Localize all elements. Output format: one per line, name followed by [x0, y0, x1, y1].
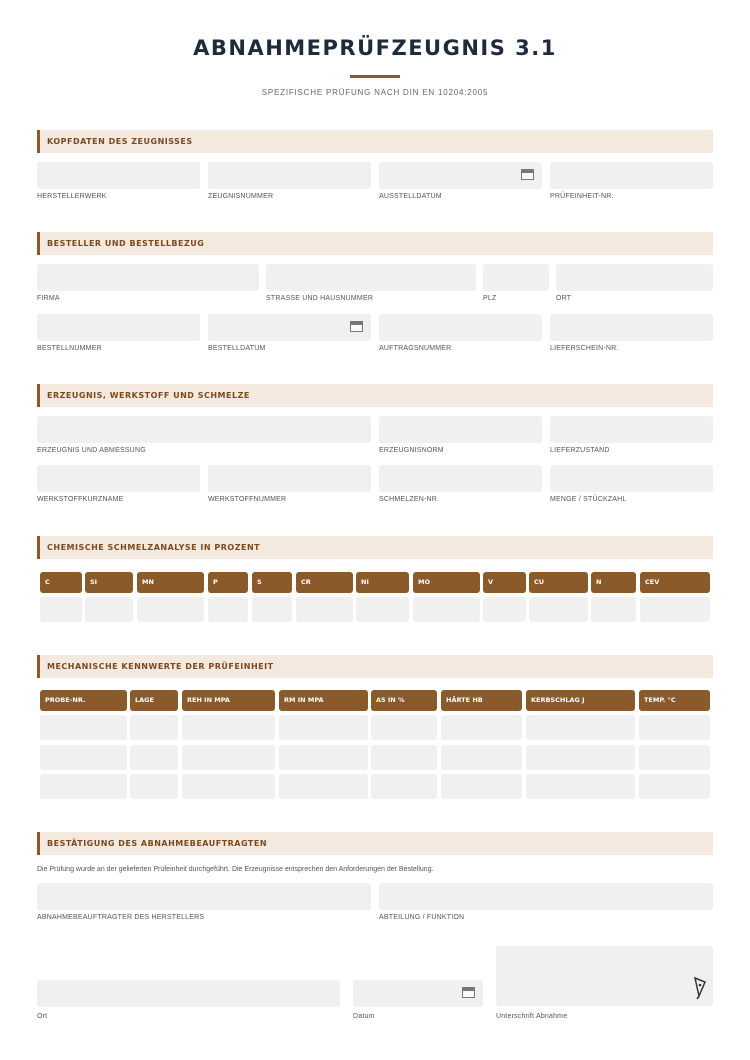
section-header-kopfdaten: [37, 130, 713, 153]
erzeugnisnorm-field[interactable]: [379, 416, 542, 443]
field-label: SCHMELZEN-NR.: [379, 496, 440, 503]
menge-field[interactable]: [550, 465, 713, 492]
ort-field[interactable]: [556, 264, 713, 291]
table-cell[interactable]: [279, 745, 368, 770]
lieferschein-field[interactable]: [550, 314, 713, 341]
table-cell[interactable]: [441, 745, 522, 770]
firma-field[interactable]: [37, 264, 259, 291]
table-header-cell: RM IN MPA: [279, 690, 368, 711]
field-label: ERZEUGNIS UND ABMESSUNG: [37, 447, 146, 454]
table-header-cell: S: [252, 572, 292, 593]
lieferzustand-field[interactable]: [550, 416, 713, 443]
field-label: PLZ: [483, 295, 497, 302]
table-header-cell: V: [483, 572, 526, 593]
table-header-cell: C: [40, 572, 82, 593]
table-header-cell: SI: [85, 572, 133, 593]
bestelldatum-field[interactable]: [208, 314, 371, 341]
ausstelldatum-field[interactable]: [379, 162, 542, 189]
section-title: CHEMISCHE SCHMELZANALYSE IN PROZENT: [47, 543, 261, 552]
herstellerwerk-field[interactable]: [37, 162, 200, 189]
table-header-cell: P: [208, 572, 248, 593]
table-cell[interactable]: [441, 774, 522, 799]
field-label: LIEFERZUSTAND: [550, 447, 610, 454]
datum-sign-field[interactable]: [353, 980, 483, 1007]
field-label: ERZEUGNISNORM: [379, 447, 444, 454]
page-title: ABNAHMEPRÜFZEUGNIS 3.1: [193, 36, 557, 60]
table-cell[interactable]: [371, 774, 437, 799]
section-title: ERZEUGNIS, WERKSTOFF UND SCHMELZE: [47, 391, 250, 400]
field-label: AUSSTELLDATUM: [379, 193, 442, 200]
field-label: Unterschrift Abnahme: [496, 1013, 568, 1020]
table-cell[interactable]: [40, 745, 127, 770]
table-cell[interactable]: [639, 745, 710, 770]
table-cell[interactable]: [441, 715, 522, 740]
plz-field[interactable]: [483, 264, 549, 291]
calendar-icon[interactable]: [350, 321, 363, 332]
table-cell[interactable]: [252, 597, 292, 622]
calendar-icon[interactable]: [521, 169, 534, 180]
field-label: FIRMA: [37, 295, 60, 302]
table-cell[interactable]: [639, 774, 710, 799]
pruefeinheit-field[interactable]: [550, 162, 713, 189]
table-cell[interactable]: [279, 715, 368, 740]
bestellnummer-field[interactable]: [37, 314, 200, 341]
table-header-cell: MO: [413, 572, 480, 593]
table-cell[interactable]: [279, 774, 368, 799]
table-cell[interactable]: [130, 715, 178, 740]
werkstoffkurzname-field[interactable]: [37, 465, 200, 492]
ort-sign-field[interactable]: [37, 980, 340, 1007]
strasse-field[interactable]: [266, 264, 476, 291]
zeugnisnummer-field[interactable]: [208, 162, 371, 189]
section-header-chemie: [37, 536, 713, 559]
table-cell[interactable]: [40, 597, 82, 622]
table-cell[interactable]: [526, 715, 635, 740]
table-header-cell: A5 IN %: [371, 690, 437, 711]
field-label: PRÜFEINHEIT-NR.: [550, 193, 614, 200]
field-label: WERKSTOFFNUMMER: [208, 496, 287, 503]
table-cell[interactable]: [40, 774, 127, 799]
field-label: LIEFERSCHEIN-NR.: [550, 345, 619, 352]
table-header-cell: CR: [296, 572, 353, 593]
table-header-cell: CEV: [640, 572, 710, 593]
table-header-cell: PROBE-NR.: [40, 690, 127, 711]
table-cell[interactable]: [296, 597, 353, 622]
field-label: MENGE / STÜCKZAHL: [550, 496, 627, 503]
field-label: ABTEILUNG / FUNKTION: [379, 914, 465, 921]
field-label: Datum: [353, 1013, 375, 1020]
field-label: Ort: [37, 1013, 48, 1020]
schmelzen-field[interactable]: [379, 465, 542, 492]
table-cell[interactable]: [130, 745, 178, 770]
calendar-icon[interactable]: [462, 987, 475, 998]
table-header-cell: REH IN MPA: [182, 690, 275, 711]
auftragsnummer-field[interactable]: [379, 314, 542, 341]
table-cell[interactable]: [413, 597, 480, 622]
field-label: WERKSTOFFKURZNAME: [37, 496, 124, 503]
table-header-cell: TEMP. °C: [639, 690, 710, 711]
confirmation-note: Die Prüfung wurde an der gelieferten Prüfeinheit durchgeführt. Die Erzeugnisse entsprechen den Anforderungen der Bestellung.: [37, 866, 434, 873]
table-cell[interactable]: [182, 745, 275, 770]
table-cell[interactable]: [137, 597, 204, 622]
table-cell[interactable]: [356, 597, 409, 622]
table-cell[interactable]: [130, 774, 178, 799]
abteilung-field[interactable]: [379, 883, 713, 910]
table-cell[interactable]: [40, 715, 127, 740]
field-label: BESTELLDATUM: [208, 345, 266, 352]
table-header-cell: NI: [356, 572, 409, 593]
table-header-cell: KERBSCHLAG J: [526, 690, 635, 711]
table-cell[interactable]: [639, 715, 710, 740]
table-header-cell: HÄRTE HB: [441, 690, 522, 711]
erzeugnis-field[interactable]: [37, 416, 371, 443]
table-header-cell: LAGE: [130, 690, 178, 711]
table-cell[interactable]: [591, 597, 636, 622]
section-title: BESTÄTIGUNG DES ABNAHMEBEAUFTRAGTEN: [47, 839, 268, 848]
table-cell[interactable]: [182, 774, 275, 799]
table-cell[interactable]: [85, 597, 133, 622]
table-cell[interactable]: [640, 597, 710, 622]
table-cell[interactable]: [182, 715, 275, 740]
section-header-mechanik: [37, 655, 713, 678]
table-cell[interactable]: [208, 597, 248, 622]
table-cell[interactable]: [483, 597, 526, 622]
table-cell[interactable]: [529, 597, 588, 622]
table-header-cell: CU: [529, 572, 588, 593]
section-header-erzeugnis: [37, 384, 713, 407]
field-label: STRASSE UND HAUSNUMMER: [266, 295, 374, 302]
field-label: BESTELLNUMMER: [37, 345, 102, 352]
werkstoffnummer-field[interactable]: [208, 465, 371, 492]
table-header-cell: N: [591, 572, 636, 593]
section-header-bestaetigung: [37, 832, 713, 855]
field-label: AUFTRAGSNUMMER: [379, 345, 452, 352]
table-cell[interactable]: [371, 715, 437, 740]
table-header-cell: MN: [137, 572, 204, 593]
field-label: ORT: [556, 295, 572, 302]
section-header-besteller: [37, 232, 713, 255]
section-title: MECHANISCHE KENNWERTE DER PRÜFEINHEIT: [47, 662, 274, 671]
table-cell[interactable]: [371, 745, 437, 770]
page-subtitle: SPEZIFISCHE PRÜFUNG NACH DIN EN 10204:2005: [261, 88, 489, 97]
field-label: ZEUGNISNUMMER: [208, 193, 274, 200]
signature-field[interactable]: [496, 946, 713, 1006]
abnahmebeauftragter-field[interactable]: [37, 883, 371, 910]
table-cell[interactable]: [526, 745, 635, 770]
table-cell[interactable]: [526, 774, 635, 799]
section-title: BESTELLER UND BESTELLBEZUG: [47, 239, 205, 248]
title-divider: [350, 75, 400, 78]
section-title: KOPFDATEN DES ZEUGNISSES: [47, 137, 193, 146]
pen-icon: [693, 976, 707, 1000]
field-label: HERSTELLERWERK: [37, 193, 107, 200]
field-label: ABNAHMEBEAUFTRAGTER DES HERSTELLERS: [37, 914, 205, 921]
